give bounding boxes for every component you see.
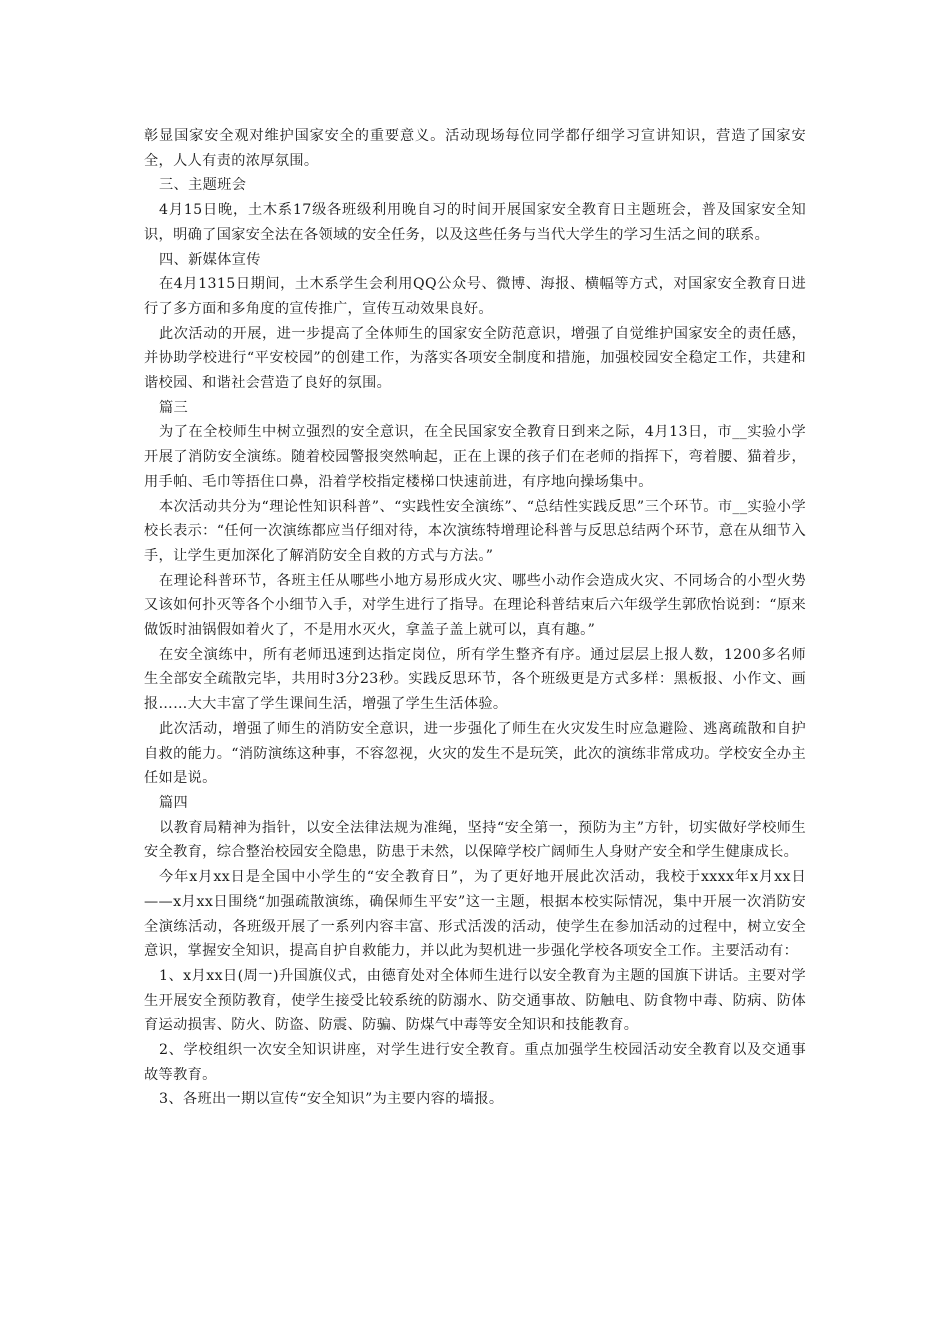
paragraph-9: 此次活动，增强了师生的消防安全意识，进一步强化了师生在火灾发生时应急避险、逃离疏散和自护自救的能力。“消防演练这种事，不容忽视，火灾的发生不是玩笑，此次的演练非常成功。学校安全办主任如是说。 (144, 720, 806, 787)
paragraph-1: 彰显国家安全观对维护国家安全的重要意义。活动现场每位同学都仔细学习宣讲知识，营造了国家安全，人人有责的浓厚氛围。 (144, 128, 806, 169)
list-item-1: 1、x月xx日(周一)升国旗仪式，由德育处对全体师生进行以安全教育为主题的国旗下讲话。主要对学生开展安全预防教育，使学生接受比较系统的防溺水、防交通事故、防触电、防食物中毒、防病、防体育运动损害、防火、防盗、防震、防骗、防煤气中毒等安全知识和技能教育。 (144, 967, 806, 1034)
paragraph-6: 本次活动共分为“理论性知识科普”、“实践性安全演练”、“总结性实践反思”三个环节。市__实验小学校长表示：“任何一次演练都应当仔细对待，本次演练特增理论科普与反思总结两个环节，意在从细节入手，让学生更加深化了解消防安全自救的方式与方法。” (144, 498, 806, 564)
paragraph-3: 在4月1315日期间，土木系学生会利用QQ公众号、微博、海报、横幅等方式，对国家安全教育日进行了多方面和多角度的宣传推广，宣传互动效果良好。 (144, 276, 806, 317)
section-heading-4: 四、新媒体宣传 (159, 251, 261, 268)
paragraph-8: 在安全演练中，所有老师迅速到达指定岗位，所有学生整齐有序。通过层层上报人数，1200多名师生全部安全疏散完毕，共用时3分23秒。实践反思环节，各个班级更是方式多样：黑板报、小作文、画报……大大丰富了学生课间生活，增强了学生生活体验。 (144, 646, 806, 713)
paragraph-7: 在理论科普环节，各班主任从哪些小地方易形成火灾、哪些小动作会造成火灾、不同场合的小型火势又该如何扑灭等各个小细节入手，对学生进行了指导。在理论科普结束后六年级学生郭欣怡说到：“原来做饭时油锅假如着火了，不是用水灭火，拿盖子盖上就可以，真有趣。” (144, 572, 806, 639)
list-item-2: 2、学校组织一次安全知识讲座，对学生进行安全教育。重点加强学生校园活动安全教育以及交通事故等教育。 (144, 1042, 806, 1083)
paragraph-10: 以教育局精神为指针，以安全法律法规为准绳，坚持“安全第一，预防为主”方针，切实做好学校师生安全教育，综合整治校园安全隐患，防患于未然，以保障学校广阔师生人身财产安全和学生健康成长。 (144, 819, 806, 861)
part-heading-3: 篇三 (159, 399, 189, 416)
section-heading-3: 三、主题班会 (159, 177, 247, 194)
list-item-3: 3、各班出一期以宣传“安全知识”为主要内容的墙报。 (159, 1091, 504, 1108)
paragraph-11: 今年x月xx日是全国中小学生的“安全教育日”，为了更好地开展此次活动，我校于xxxx年x月xx日——x月xx日围绕“加强疏散演练，确保师生平安”这一主题，根据本校实际情况，集中开展一次消防安全演练活动，各班级开展了一系列内容丰富、形式活泼的活动，使学生在参加活动的过程中，树立安全意识，掌握安全知识，提高自护自救能力，并以此为契机进一步强化学校各项安全工作。主要活动有： (144, 869, 806, 960)
part-heading-4: 篇四 (159, 794, 189, 811)
paragraph-2: 4月15日晚，土木系17级各班级利用晚自习的时间开展国家安全教育日主题班会，普及国家安全知识，明确了国家安全法在各领域的安全任务，以及这些任务与当代大学生的学习生活之间的联系。 (144, 202, 806, 243)
document-body (144, 124, 806, 1112)
paragraph-5: 为了在全校师生中树立强烈的安全意识，在全民国家安全教育日到来之际，4月13日，市__实验小学开展了消防安全演练。随着校园警报突然响起，正在上课的孩子们在老师的指挥下，弯着腰、猫着步，用手帕、毛巾等捂住口鼻，沿着学校指定楼梯口快速前进，有序地向操场集中。 (144, 424, 806, 490)
paragraph-4: 此次活动的开展，进一步提高了全体师生的国家安全防范意识，增强了自觉维护国家安全的责任感，并协助学校进行“平安校园”的创建工作，为落实各项安全制度和措施，加强校园安全稳定工作，共建和谐校园、和谐社会营造了良好的氛围。 (144, 325, 806, 392)
